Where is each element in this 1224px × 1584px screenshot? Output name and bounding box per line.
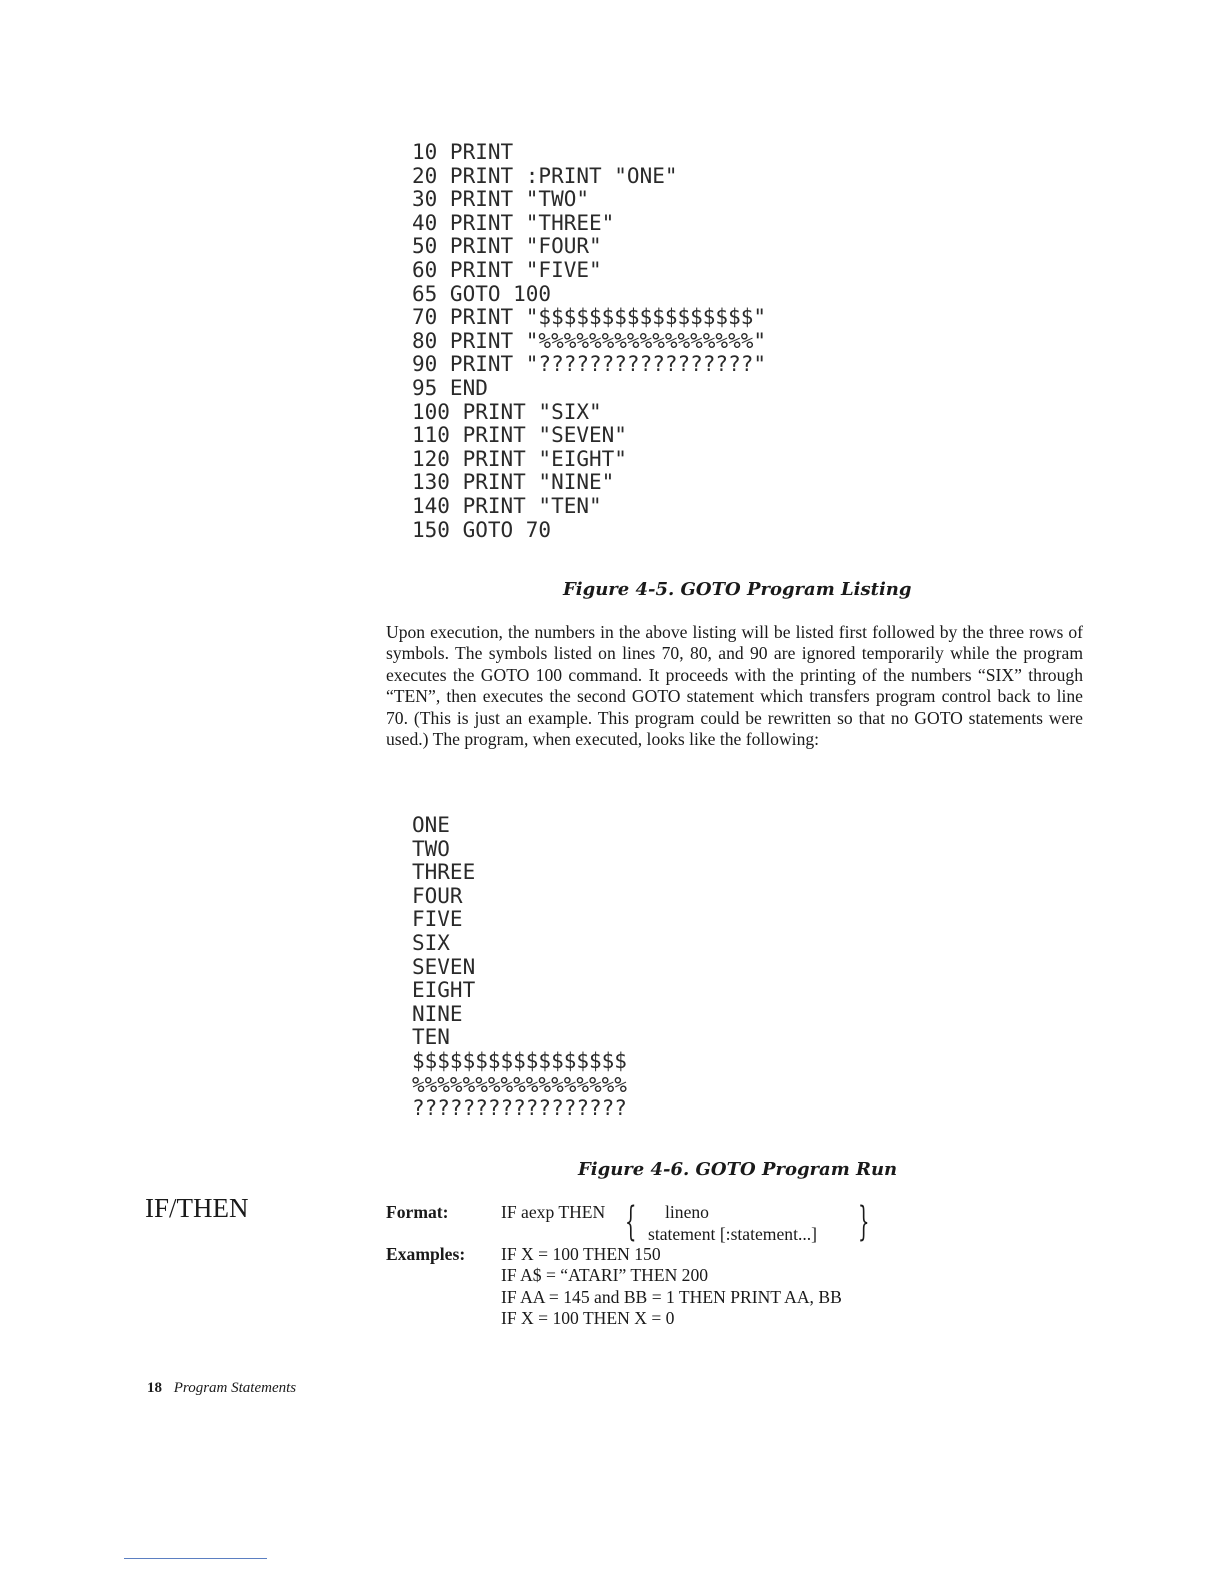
output-line: $$$$$$$$$$$$$$$$$	[412, 1048, 627, 1073]
listing-line: 110 PRINT "SEVEN"	[412, 423, 627, 448]
output-line: SIX	[412, 930, 450, 955]
example-line: IF A$ = “ATARI” THEN 200	[501, 1265, 709, 1285]
listing-line: 120 PRINT "EIGHT"	[412, 446, 627, 471]
example-line: IF AA = 145 and BB = 1 THEN PRINT AA, BB	[501, 1287, 842, 1307]
format-label: Format:	[386, 1202, 449, 1222]
figure-caption-run: Figure 4-6. GOTO Program Run	[578, 1159, 898, 1180]
listing-line: 140 PRINT "TEN"	[412, 493, 602, 518]
output-line: TEN	[412, 1025, 450, 1050]
listing-line: 95 END	[412, 375, 488, 400]
listing-line: 100 PRINT "SIX"	[412, 399, 602, 424]
listing-line: 80 PRINT "%%%%%%%%%%%%%%%%%"	[412, 328, 767, 353]
output-line: THREE	[412, 860, 476, 885]
output-line: NINE	[412, 1001, 463, 1026]
listing-line: 50 PRINT "FOUR"	[412, 234, 602, 259]
output-line: FIVE	[412, 907, 463, 932]
listing-line: 65 GOTO 100	[412, 281, 552, 306]
page-number: 18	[147, 1380, 162, 1396]
program-listing	[412, 141, 766, 542]
section-title: IF/THEN	[145, 1193, 249, 1223]
output-line: TWO	[412, 836, 450, 861]
format-option-statement: statement [:statement...]	[648, 1224, 818, 1244]
format-option-lineno: lineno	[665, 1202, 709, 1222]
program-run-output	[412, 814, 627, 1121]
listing-line: 70 PRINT "$$$$$$$$$$$$$$$$$"	[412, 305, 767, 330]
output-line: EIGHT	[412, 978, 476, 1003]
output-line: ?????????????????	[412, 1096, 627, 1121]
listing-line: 10 PRINT	[412, 140, 514, 164]
listing-line: 40 PRINT "THREE"	[412, 210, 615, 235]
page-footer	[147, 1380, 296, 1397]
example-line: IF X = 100 THEN 150	[501, 1244, 661, 1264]
left-brace-icon: {	[625, 1199, 637, 1245]
output-line: SEVEN	[412, 954, 476, 979]
output-line: %%%%%%%%%%%%%%%%%	[412, 1072, 627, 1097]
format-syntax: IF aexp THEN	[501, 1202, 606, 1222]
listing-line: 20 PRINT :PRINT "ONE"	[412, 163, 678, 188]
right-brace-icon: }	[858, 1199, 870, 1245]
output-line: ONE	[412, 813, 450, 837]
example-line: IF X = 100 THEN X = 0	[501, 1308, 675, 1328]
listing-line: 150 GOTO 70	[412, 517, 552, 542]
listing-line: 60 PRINT "FIVE"	[412, 257, 602, 282]
listing-line: 130 PRINT "NINE"	[412, 470, 615, 495]
listing-line: 90 PRINT "?????????????????"	[412, 352, 767, 377]
bottom-rule	[124, 1558, 267, 1559]
figure-caption-listing: Figure 4-5. GOTO Program Listing	[563, 579, 912, 600]
chapter-name: Program Statements	[173, 1380, 297, 1396]
listing-line: 30 PRINT "TWO"	[412, 187, 590, 212]
examples-label: Examples:	[386, 1244, 466, 1264]
body-paragraph: Upon execution, the numbers in the above listing will be listed first followed by the three rows of symbols. The symbols listed on lines 70, 80, and 90 are ignored temporarily while the program executes the GOTO 100 command. It proceeds with the printing of the numbers “SIX” through “TEN”, then executes the second GOTO statement which transfers program control back to line 70. (This is just an example. This program could be rewritten so that no GOTO statements were used.) The program, when executed, looks like the following:	[386, 622, 1083, 750]
output-line: FOUR	[412, 883, 463, 908]
